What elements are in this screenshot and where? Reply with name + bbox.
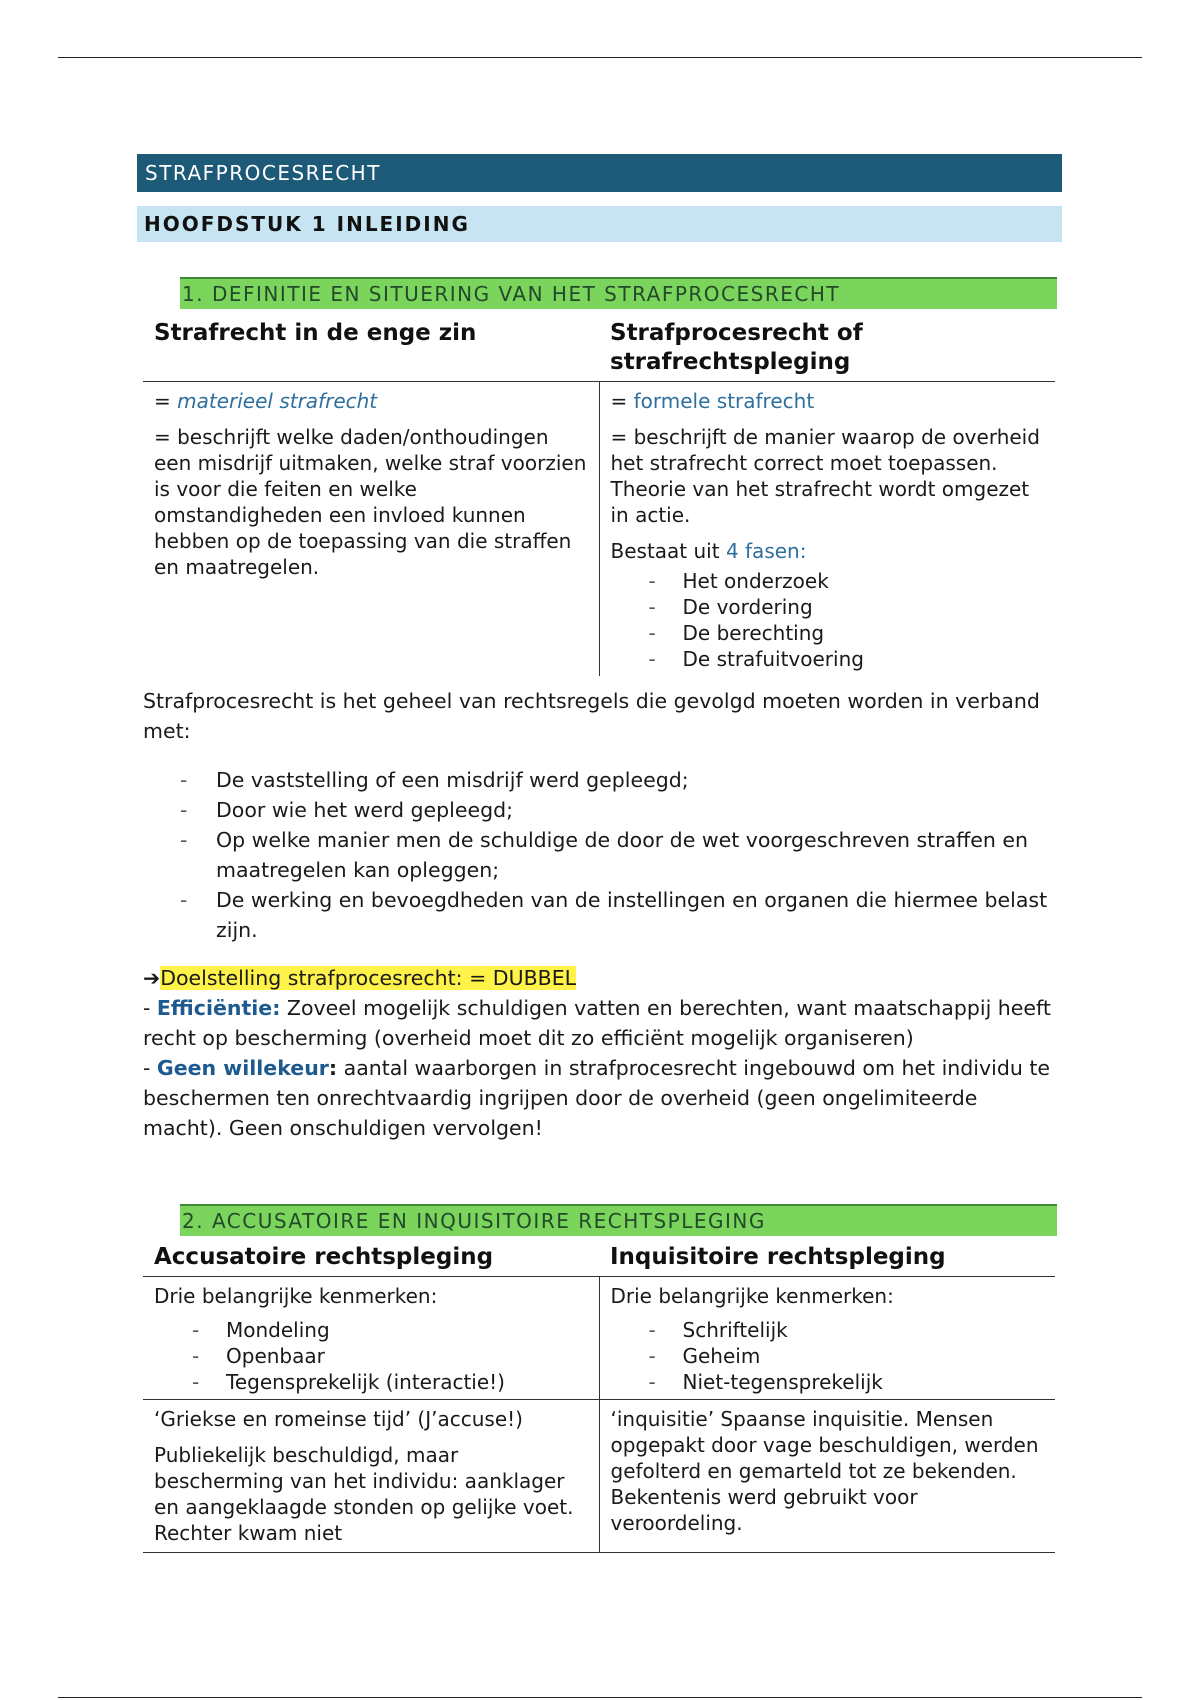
accusatoire-history-title: ‘Griekse en romeinse tijd’ (J’accuse!) xyxy=(154,1407,523,1431)
list-item: - Het onderzoek xyxy=(649,568,1046,594)
phases-term: 4 fasen xyxy=(725,539,800,563)
list-item: - Geheim xyxy=(649,1343,1046,1369)
materieel-term: materieel strafrecht xyxy=(177,389,378,413)
right-equation: = formele strafrecht xyxy=(610,389,815,413)
goal-highlight: Doelstelling strafprocesrecht: = DUBBEL xyxy=(160,966,577,990)
bottom-rule xyxy=(58,1697,1142,1698)
list-item: - Op welke manier men de schuldige de door de wet voorgeschreven straffen en maatregelen kan opleggen; xyxy=(180,825,1060,885)
intro-list xyxy=(180,765,1060,945)
accusatoire-features: Drie belangrijke kenmerken: - Mondeling - Openbaar - Tegensprekelijk (interactie!) xyxy=(143,1277,599,1400)
list-item: - Schriftelijk xyxy=(649,1317,1046,1343)
inquisitoire-history xyxy=(599,1400,1055,1553)
phases-intro: Bestaat uit 4 fasen: xyxy=(610,539,807,563)
left-column-cell xyxy=(143,382,599,677)
list-item: - Tegensprekelijk (interactie!) xyxy=(192,1369,589,1395)
formeel-term: formele strafrecht xyxy=(633,389,815,413)
inquisitoire-features: Drie belangrijke kenmerken: - Schriftelijk - Geheim - Niet-tegensprekelijk xyxy=(599,1277,1055,1400)
arrow-icon: ➔ xyxy=(143,966,161,990)
goal-no-arbitrariness: - Geen willekeur: aantal waarborgen in strafprocesrecht ingebouwd om het individu te beschermen ten onrechtvaardig ingrijpen door de overheid (geen ongelimiteerde macht). Geen onschuldigen vervolgen! xyxy=(143,1056,1051,1140)
section-1-heading: 1. DEFINITIE EN SITUERING VAN HET STRAFPROCESRECHT xyxy=(180,277,1057,309)
list-item: - De vaststelling of een misdrijf werd gepleegd; xyxy=(180,765,1060,795)
accusatoire-header: Accusatoire rechtspleging xyxy=(143,1243,599,1277)
goal-paragraph xyxy=(143,963,1063,1143)
goal-heading xyxy=(143,963,1063,993)
top-rule xyxy=(58,57,1142,58)
list-item: - De vordering xyxy=(649,594,1046,620)
chapter-heading: HOOFDSTUK 1 INLEIDING xyxy=(137,206,1062,242)
list-item: - De werking en bevoegdheden van de instellingen en organen die hiermee belast zijn. xyxy=(180,885,1060,945)
inquisitoire-history-text: ‘inquisitie’ Spaanse inquisitie. Mensen opgepakt door vage beschuldigen, werden gefolterd en gemarteld tot ze bekenden. Bekentenis werd gebruikt voor veroordeling. xyxy=(610,1407,1039,1535)
list-item: - De berechting xyxy=(649,620,1046,646)
right-column-header: Strafprocesrecht of strafrechtspleging xyxy=(599,315,1055,382)
procedure-table xyxy=(143,1243,1055,1553)
phases-list xyxy=(611,568,1046,672)
list-item: - Niet-tegensprekelijk xyxy=(649,1369,1046,1395)
section-2-heading: 2. ACCUSATOIRE EN INQUISITOIRE RECHTSPLEGING xyxy=(180,1204,1057,1236)
goal-efficiency: - Efficiëntie: Zoveel mogelijk schuldigen vatten en berechten, want maatschappij heeft recht op bescherming (overheid moet dit zo efficiënt mogelijk organiseren) xyxy=(143,996,1051,1050)
accusatoire-history xyxy=(143,1400,599,1553)
efficiency-term: Efficiëntie: xyxy=(156,996,281,1020)
inquisitoire-list xyxy=(611,1317,1046,1395)
list-item: - De strafuitvoering xyxy=(649,646,1046,672)
definition-table xyxy=(143,315,1055,676)
list-item: - Door wie het werd gepleegd; xyxy=(180,795,1060,825)
accusatoire-list xyxy=(154,1317,589,1395)
inquisitoire-header: Inquisitoire rechtspleging xyxy=(599,1243,1055,1277)
right-description: = beschrijft de manier waarop de overheid het strafrecht correct moet toepassen. Theorie van het strafrecht wordt omgezet in actie. xyxy=(610,425,1040,527)
left-description: = beschrijft welke daden/onthoudingen een misdrijf uitmaken, welke straf voorzien is voor die feiten en welke omstandigheden een invloed kunnen hebben op de toepassing van die straffen en maatregelen. xyxy=(154,425,587,579)
accusatoire-history-text: Publiekelijk beschuldigd, maar bescherming van het individu: aanklager en aangeklaagde stonden op gelijke voet. Rechter kwam niet xyxy=(154,1443,574,1545)
willekeur-term: Geen willekeur xyxy=(156,1056,329,1080)
list-item: - Mondeling xyxy=(192,1317,589,1343)
list-item: - Openbaar xyxy=(192,1343,589,1369)
right-column-cell xyxy=(599,382,1055,677)
left-equation: = materieel strafrecht xyxy=(154,389,378,413)
intro-paragraph: Strafprocesrecht is het geheel van rechtsregels die gevolgd moeten worden in verband met: xyxy=(143,689,1040,743)
document-title: STRAFPROCESRECHT xyxy=(137,154,1062,192)
left-column-header: Strafrecht in de enge zin xyxy=(143,315,599,382)
